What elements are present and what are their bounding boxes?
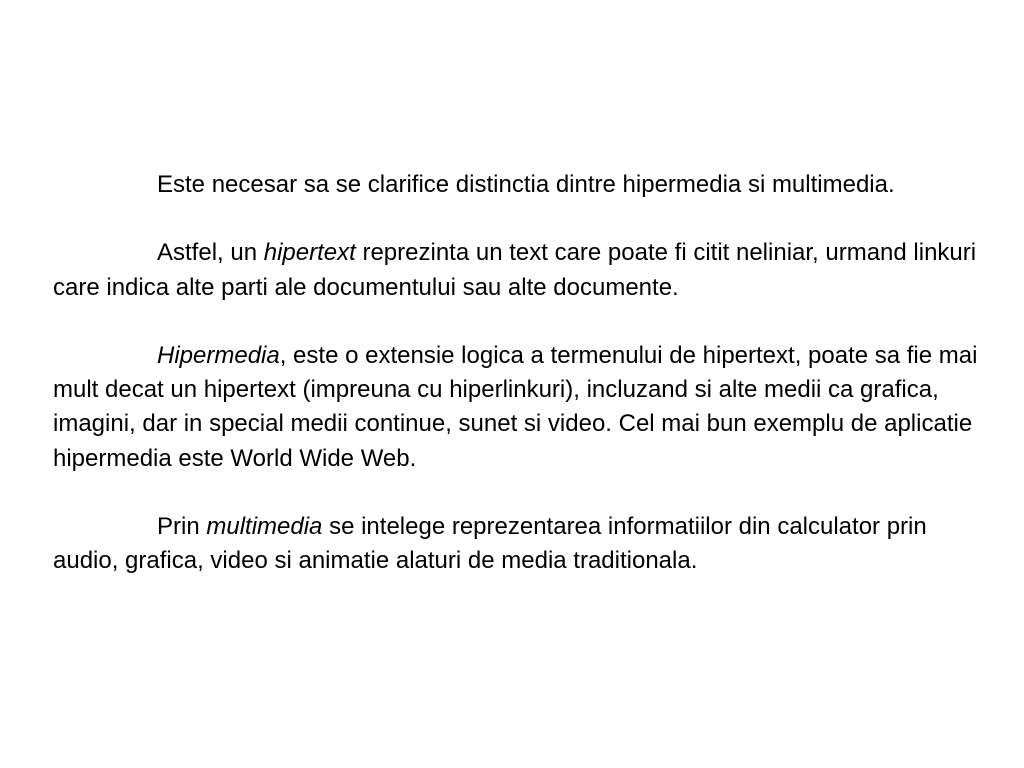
term-multimedia: multimedia xyxy=(206,512,323,540)
paragraph-hypermedia xyxy=(53,339,983,476)
paragraph-multimedia-text: se intelege reprezentarea informatiilor din calculator prin audio, grafica, video si animatie alaturi de media traditionala. xyxy=(53,512,927,575)
term-hypermedia: Hipermedia xyxy=(157,341,280,369)
paragraph-distinction xyxy=(53,168,983,202)
paragraph-multimedia-lead: Prin xyxy=(157,512,207,540)
term-hypertext: hipertext xyxy=(263,239,356,267)
paragraph-distinction-text: Este necesar sa se clarifice distinctia dintre hipermedia si multimedia. xyxy=(157,171,895,198)
paragraph-hypertext xyxy=(53,236,983,304)
slide-body-text xyxy=(53,168,983,578)
paragraph-hypertext-lead: Astfel, un xyxy=(157,239,264,267)
paragraph-multimedia xyxy=(53,510,983,578)
paragraph-hypertext-text: reprezinta un text care poate fi citit neliniar, urmand linkuri care indica alte parti ale documentului sau alte documente. xyxy=(53,239,977,301)
paragraph-hypermedia-text: , este o extensie logica a termenului de hipertext, poate sa fie mai mult decat un hipertext (impreuna cu hiperlinkuri), incluzand si alte medii ca grafica, imagini, dar in special medii continue, sunet si video. Cel mai bun exemplu de aplicatie hipermedia este World Wide Web. xyxy=(53,341,978,472)
